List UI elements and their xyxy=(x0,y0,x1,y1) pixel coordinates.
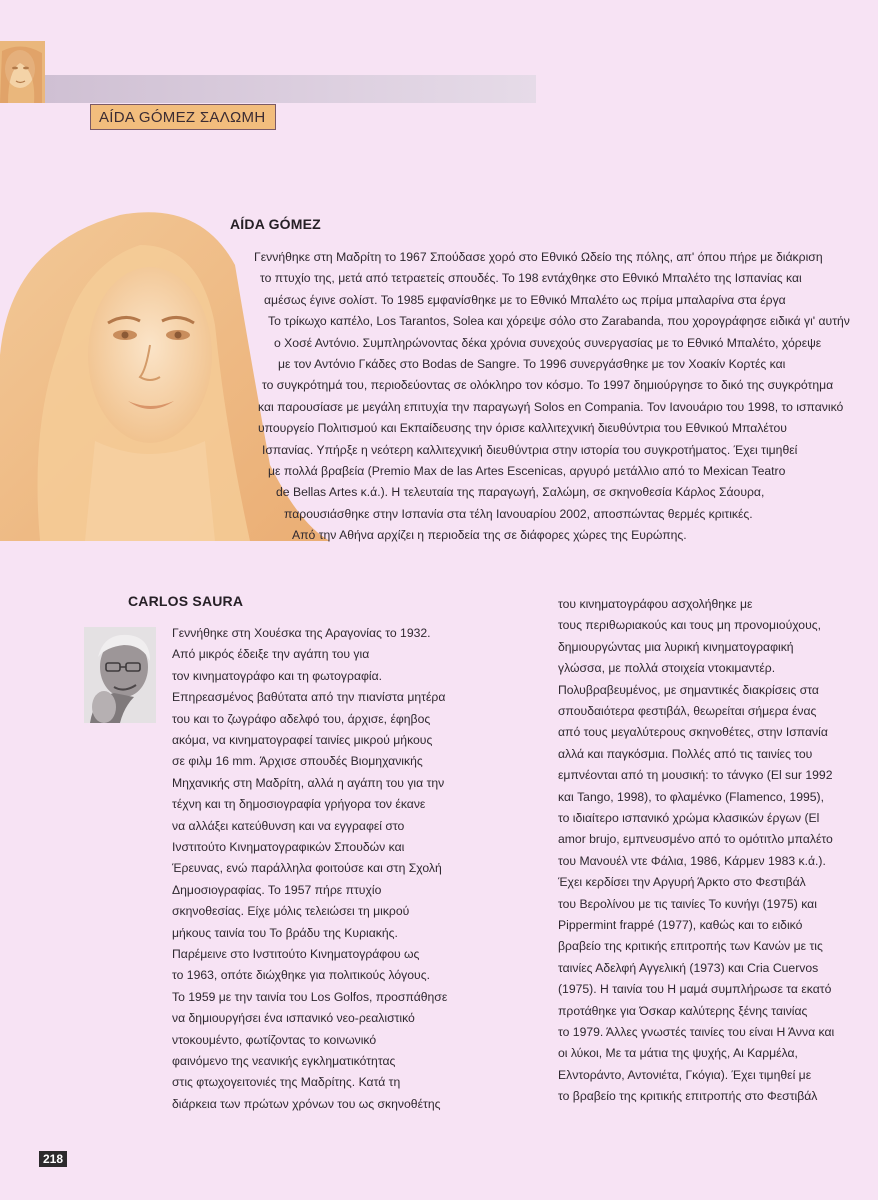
header-bar xyxy=(45,75,536,103)
saura-bio-line: σπουδαιότερα φεστιβάλ, θεωρείται σήμερα ένας xyxy=(558,704,817,718)
saura-bio-line: Pippermint frappé (1977), καθώς και το ειδικό xyxy=(558,918,803,932)
saura-bio-line: ακόμα, να κινηματογραφεί ταινίες μικρού μήκους xyxy=(172,733,433,747)
aida-bio-line: αμέσως έγινε σολίστ. Το 1985 εμφανίσθηκε με το Εθνικό Μπαλέτο ως πρίμα μπαλαρίνα στα έργα xyxy=(264,292,786,307)
saura-bio-line: σε φιλμ 16 mm. Άρχισε σπουδές Βιομηχανικής xyxy=(172,754,423,769)
aida-bio-line: παρουσιάσθηκε στην Ισπανία στα τέλη Ιανουαρίου 2002, αποσπώντας θερμές κριτικές. xyxy=(284,506,753,521)
saura-bio-line: το 1979. Άλλες γνωστές ταινίες του είναι Η Άννα και xyxy=(558,1025,835,1039)
aida-bio-line: Το τρίκωχο καπέλο, Los Tarantos, Solea και χόρεψε σόλο στο Zarabanda, που χορογράφησε ειδικά γι' αυτήν xyxy=(268,314,850,329)
saura-bio-line: του και το ζωγράφο αδελφό του, άρχισε, έφηβος xyxy=(172,711,431,726)
carlos-saura-photo xyxy=(84,627,156,723)
saura-bio-line: γλώσσα, με πολλά στοιχεία ντοκιμαντέρ. xyxy=(558,661,776,676)
aida-bio-line: το συγκρότημά του, περιοδεύοντας σε ολόκληρο τον κόσμο. Το 1997 δημιούργησε το δικό της συγκρότημα xyxy=(262,378,834,393)
page-number: 218 xyxy=(39,1151,67,1167)
aida-bio-line: υπουργείο Πολιτισμού και Εκπαίδευσης την όρισε καλλιτεχνική διευθύντρια του Εθνικού Μπαλέτου xyxy=(258,421,787,436)
aida-bio-line: ο Χοσέ Αντόνιο. Συμπληρώνοντας δέκα χρόνια συνεχούς συνεργασίας με το Εθνικό Μπαλέτο, χόρεψε xyxy=(274,335,822,350)
aida-bio-line: με πολλά βραβεία (Premio Max de las Artes Escenicas, αργυρό μετάλλιο από το Mexican Teatro xyxy=(268,464,786,478)
saura-bio-line: Επηρεασμένος βαθύτατα από την πιανίστα μητέρα xyxy=(172,690,446,705)
saura-bio-line: (1975). Η ταινία του Η μαμά συμπλήρωσε τα εκατό xyxy=(558,982,832,997)
saura-bio-line: του Μανουέλ ντε Φάλια, 1986, Κάρμεν 1983 κ.ά.). xyxy=(558,853,826,868)
saura-bio-line: Μηχανικής στη Μαδρίτη, αλλά η αγάπη του για την xyxy=(172,775,445,790)
saura-bio-line: Έρευνας, ενώ παράλληλα φοιτούσε και στη Σχολή xyxy=(172,861,442,876)
saura-bio-line: Το 1959 με την ταινία του Los Golfos, προσπάθησε xyxy=(172,989,448,1004)
saura-bio-line: Πολυβραβευμένος, με σημαντικές διακρίσεις στα xyxy=(558,682,819,697)
saura-bio-line: το βραβείο της κριτικής επιτροπής στο Φεστιβάλ xyxy=(558,1089,818,1104)
aida-gomez-heading: AÍDA GÓMEZ xyxy=(230,216,321,232)
saura-bio-line: το 1963, οπότε διώχθηκε για πολιτικούς λόγους. xyxy=(172,968,430,983)
saura-bio-line: σκηνοθεσίας. Είχε μόλις τελειώσει τη μικρού xyxy=(172,904,410,919)
saura-bio-line: Από μικρός έδειξε την αγάπη του για xyxy=(172,647,370,662)
aida-bio-line: Από την Αθήνα αρχίζει η περιοδεία της σε διάφορες χώρες της Ευρώπης. xyxy=(292,528,687,543)
saura-bio-line: μήκους ταινία του Το βράδυ της Κυριακής. xyxy=(172,925,398,940)
saura-bio-line: δημιουργώντας μια λυρική κινηματογραφική xyxy=(558,639,794,654)
page-title-text: AÍDA GÓMEZ ΣΑΛΩΜΗ xyxy=(99,108,266,126)
saura-bio-line: βραβείο της κριτικής επιτροπής των Κανών με τις xyxy=(558,939,823,954)
saura-bio-line: Παρέμεινε στο Ινστιτούτο Κινηματογράφου ως xyxy=(172,947,420,961)
aida-bio-line: με τον Αντόνιο Γκάδες στο Bodas de Sangre. Το 1996 συνεργάσθηκε με τον Χοακίν Κορτές και xyxy=(278,357,786,371)
aida-bio-line: το πτυχίο της, μετά από τετραετείς σπουδές. Το 198 εντάχθηκε στο Εθνικό Μπαλέτο της Ισπανίας και xyxy=(260,271,802,286)
saura-bio-line: διάρκεια των πρώτων χρόνων του ως σκηνοθέτης xyxy=(172,1096,441,1111)
saura-bio-line: τον κινηματογράφο και τη φωτογραφία. xyxy=(172,668,383,683)
saura-bio-line: στις φτωχογειτονιές της Μαδρίτης. Κατά τη xyxy=(172,1075,401,1090)
aida-bio-line: de Bellas Artes κ.ά.). Η τελευταία της παραγωγή, Σαλώμη, σε σκηνοθεσία Κάρλος Σάουρα, xyxy=(276,485,765,500)
saura-bio-line: το ιδιαίτερο ισπανικό χρώμα κλασικών έργων (El xyxy=(558,811,820,825)
saura-bio-line: ντοκουμέντο, φωτίζοντας το κοινωνικό xyxy=(172,1032,377,1047)
corner-portrait-image xyxy=(0,41,45,103)
saura-bio-line: Δημοσιογραφίας. Το 1957 πήρε πτυχίο xyxy=(172,882,382,897)
aida-bio-line: Ισπανίας. Υπήρξε η νεότερη καλλιτεχνική διευθύντρια στην ιστορία του συγκροτήματος. Έχει τιμηθεί xyxy=(262,442,798,457)
saura-bio-line: ταινίες Αδελφή Αγγελική (1973) και Cria Cuervos xyxy=(558,960,819,975)
aida-bio-line: Γεννήθηκε στη Μαδρίτη το 1967 Σπούδασε χορό στο Εθνικό Ωδείο της πόλης, απ' όπου πήρε με διάκριση xyxy=(254,250,823,264)
saura-bio-line: και Tango, 1998), το φλαμένκο (Flamenco, 1995), xyxy=(558,789,824,804)
carlos-saura-heading: CARLOS SAURA xyxy=(128,593,244,609)
saura-bio-line: να δημιουργήσει ένα ισπανικό νεο-ρεαλιστικό xyxy=(172,1011,415,1026)
saura-bio-line: αλλά και παγκόσμια. Πολλές από τις ταινίες του xyxy=(558,746,813,761)
saura-bio-line: φαινόμενο της νεανικής εγκληματικότητας xyxy=(172,1054,396,1068)
saura-bio-line: από τους μεγαλύτερους σκηνοθέτες, στην Ισπανία xyxy=(558,725,828,740)
saura-bio-line: Έχει κερδίσει την Αργυρή Άρκτο στο Φεστιβάλ xyxy=(558,875,806,890)
saura-bio-line: προτάθηκε για Όσκαρ καλύτερης ξένης ταινίας xyxy=(558,1003,808,1018)
saura-bio-line: Ελντοράντο, Αντονιέτα, Γκόγια). Έχει τιμηθεί με xyxy=(558,1067,812,1082)
saura-bio-line: amor brujo, εμπνευσμένο από το ομότιτλο μπαλέτο xyxy=(558,832,833,847)
saura-bio-line: εμπνέονται από τη μουσική: το τάνγκο (El sur 1992 xyxy=(558,768,833,783)
saura-bio-line: τους περιθωριακούς και τους μη προνομιούχους, xyxy=(558,618,822,633)
saura-bio-line: του κινηματογράφου ασχολήθηκε με xyxy=(558,597,753,611)
aida-bio-line: και παρουσίασε με μεγάλη επιτυχία την παραγωγή Solos en Compania. Τον Ιανουάριο του 1998, το ισπανικό xyxy=(258,399,844,414)
saura-bio-line: Γεννήθηκε στη Χουέσκα της Αραγονίας το 1932. xyxy=(172,626,431,640)
saura-bio-line: να αλλάξει κατεύθυνση και να εγγραφεί στο xyxy=(172,818,405,833)
saura-bio-line: οι λύκοι, Με τα μάτια της ψυχής, Αι Καρμέλα, xyxy=(558,1046,798,1061)
page-title xyxy=(90,104,276,130)
saura-bio-line: τέχνη και τη δημοσιογραφία γρήγορα τον έκανε xyxy=(172,797,426,812)
saura-bio-line: του Βερολίνου με τις ταινίες Το κυνήγι (1975) και xyxy=(558,896,817,911)
saura-bio-line: Ινστιτούτο Κινηματογραφικών Σπουδών και xyxy=(172,840,405,854)
